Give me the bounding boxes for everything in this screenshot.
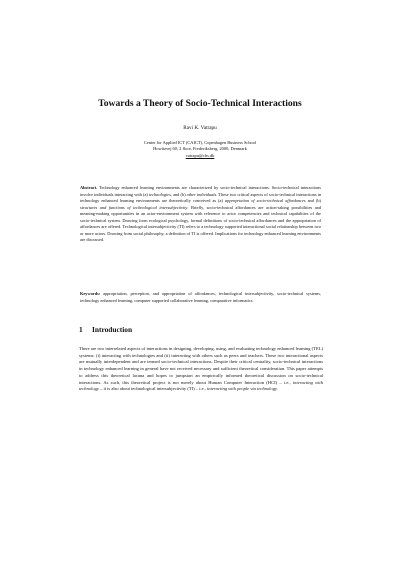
- section-number: 1: [79, 325, 83, 334]
- affiliation-line-1: Center for Applied ICT (CAICT), Copenhagen Business School: [143, 140, 257, 145]
- abstract-emphasis: structures and functions of technological intersubjectivity: [80, 204, 188, 210]
- paragraph-text: There are two interrelated aspects of interactions in designing, developing, using, and evaluating technology enhanced learning (TEL) systems: (i) interacting with technologies and (ii) interacting with others such as peers and teachers. These two interactional aspects are mutually interdependent and are termed socio-technical interactions. Despite their critical centrality, socio-technical interactions in technology enhanced learning in general have not received necessary and sufficient theoretical consideration. This paper attempts to address this theoretical lacuna and hopes to jumpstart an empirically informed theoretical discussion on socio-technical interactions. As such, this theoretical project is not merely about Human Computer Interaction (HCI) – i.e.,: [79, 346, 323, 385]
- section-heading-introduction: [79, 325, 132, 334]
- affiliation-line-2: Howitzvej 60, 2 floor, Frederiksberg, 2000, Denmark: [153, 146, 247, 152]
- author-email-link[interactable]: vatrapu@cbs.dk: [185, 152, 215, 158]
- abstract-label: Abstract.: [80, 185, 98, 190]
- author-name: Ravi K. Vatrapu: [183, 125, 217, 131]
- section-title: Introduction: [92, 325, 133, 334]
- abstract-text: . These two critical aspects of socio-technical interactions in technology enhanced learning environments are theoretically conceived as (a): [80, 191, 322, 204]
- abstract-text: Technology enhanced learning environments are characterized by socio-technical interactions. Socio-technical interactions involve individuals interacting with (a): [80, 185, 321, 197]
- abstract-emphasis: other individuals: [186, 191, 217, 197]
- paragraph-emphasis: interacting with people via technology: [207, 386, 278, 392]
- paragraph-emphasis: interacting with technology: [79, 379, 323, 392]
- keywords-label: Keywords:: [80, 291, 101, 296]
- abstract-text: . Briefly, socio-technical affordances are action-taking possibilities and meaning-making opportunities in an actor-environment system with reference to actor competencies and technical capabilities of the socio-technical system. Drawing from ecological psychology, formal definitions of socio-technical affordances and the appropriation of affordances are offered. Technological intersubjectivity (TI) refers to a technology supported interactional social relationship between two or more actors. Drawing from social philosophy, a definition of TI is offered. Implications for technology enhanced learning environments are discussed.: [80, 204, 322, 243]
- abstract-text: , and (b): [170, 191, 187, 197]
- abstract-emphasis: technologies: [148, 191, 171, 197]
- paper-title: Towards a Theory of Socio-Technical Interactions: [98, 98, 302, 109]
- keywords: [80, 291, 321, 304]
- introduction-paragraph: [79, 346, 323, 393]
- author-affiliation: [70, 140, 330, 159]
- paragraph-text: – it is also about technological intersubjectivity (TI) – i.e.,: [98, 386, 208, 392]
- keywords-text: appropriation, perception, and appropriation of affordances, technological intersubjectivity, socio-technical systems, technology enhanced learning, computer supported collaborative learning, comparative informatics.: [80, 291, 321, 303]
- abstract-emphasis: appropriation of socio-technical affordances: [224, 198, 306, 204]
- paragraph-text: .: [277, 386, 279, 392]
- abstract: [80, 185, 321, 244]
- abstract-text: and (b): [305, 198, 321, 204]
